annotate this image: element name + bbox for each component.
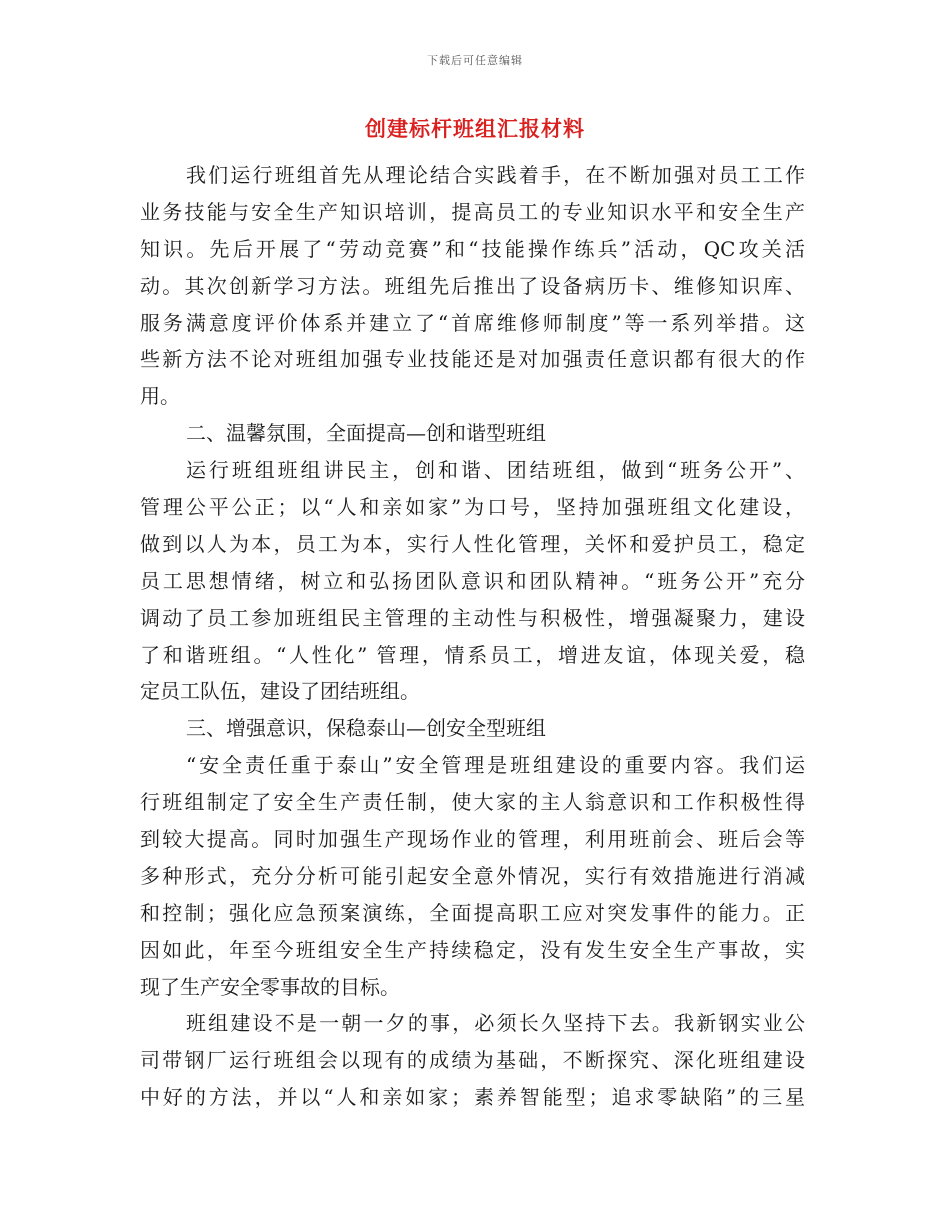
paragraph-line: 我们运行班组首先从理论结合实践着手，在不断加强对员工工作 [186,163,805,187]
document-title: 创建标杆班组汇报材料 [365,116,585,141]
page-header: 下载后可任意编辑 [427,54,523,67]
paragraph-line: 因如此，年至今班组安全生产持续稳定，没有发生安全生产事故，实 [140,937,805,962]
paragraph-line: 多种形式，充分分析可能引起安全意外情况，实行有效措施进行消减 [140,863,805,888]
paragraph-line: 了和谐班组。“人性化” 管理，情系员工，增进友谊，体现关爱，稳 [140,642,805,667]
paragraph-line: 动。其次创新学习方法。班组先后推出了设备病历卡、维修知识库、 [140,273,805,298]
paragraph-line: 些新方法不论对班组加强专业技能还是对加强责任意识都有很大的作 [140,347,805,372]
paragraph-line: 定员工队伍，建设了团结班组。 [140,679,420,704]
paragraph-line: 知识。先后开展了“劳动竞赛”和“技能操作练兵”活动，QC攻关活 [140,236,805,261]
paragraph [140,747,805,1005]
paragraph-line: 调动了员工参加班组民主管理的主动性与积极性，增强凝聚力，建设 [140,605,805,630]
section-heading: 二、温馨氛围，全面提高—创和谐型班组 [186,421,546,446]
paragraph-line: “安全责任重于泰山”安全管理是班组建设的重要内容。我们运 [186,753,805,778]
paragraph-line: 做到以人为本，员工为本，实行人性化管理，关怀和爱护员工，稳定 [140,531,805,556]
paragraph-line: 司带钢厂运行班组会以现有的成绩为基础，不断探究、深化班组建设 [140,1048,805,1073]
paragraph-line: 员工思想情绪，树立和弘扬团队意识和团队精神。“班务公开”充分 [140,568,805,593]
section-heading: 三、增强意识，保稳泰山—创安全型班组 [186,716,546,741]
paragraph-line: 用。 [140,384,180,409]
paragraph-line: 行班组制定了安全生产责任制，使大家的主人翁意识和工作积极性得 [140,790,805,815]
paragraph-line: 业务技能与安全生产知识培训，提高员工的专业知识水平和安全生产 [140,199,805,224]
document-body [140,157,805,1116]
paragraph-line: 到较大提高。同时加强生产现场作业的管理，利用班前会、班后会等 [140,827,805,852]
paragraph [140,1005,805,1116]
paragraph-line: 中好的方法，并以“人和亲如家；素养智能型；追求零缺陷”的三星 [140,1085,805,1110]
paragraph-line: 运行班组班组讲民主，创和谐、团结班组，做到“班务公开”、 [186,458,805,483]
paragraph-line: 服务满意度评价体系并建立了“首席维修师制度”等一系列举措。这 [140,310,805,335]
paragraph-line: 和控制；强化应急预案演练，全面提高职工应对突发事件的能力。正 [140,900,805,925]
paragraph [140,157,805,415]
paragraph-line: 班组建设不是一朝一夕的事，必须长久坚持下去。我新钢实业公 [186,1011,805,1036]
paragraph-line: 现了生产安全零事故的目标。 [140,974,400,999]
paragraph [140,452,805,710]
paragraph-line: 管理公平公正；以“人和亲如家”为口号，坚持加强班组文化建设， [140,495,805,520]
